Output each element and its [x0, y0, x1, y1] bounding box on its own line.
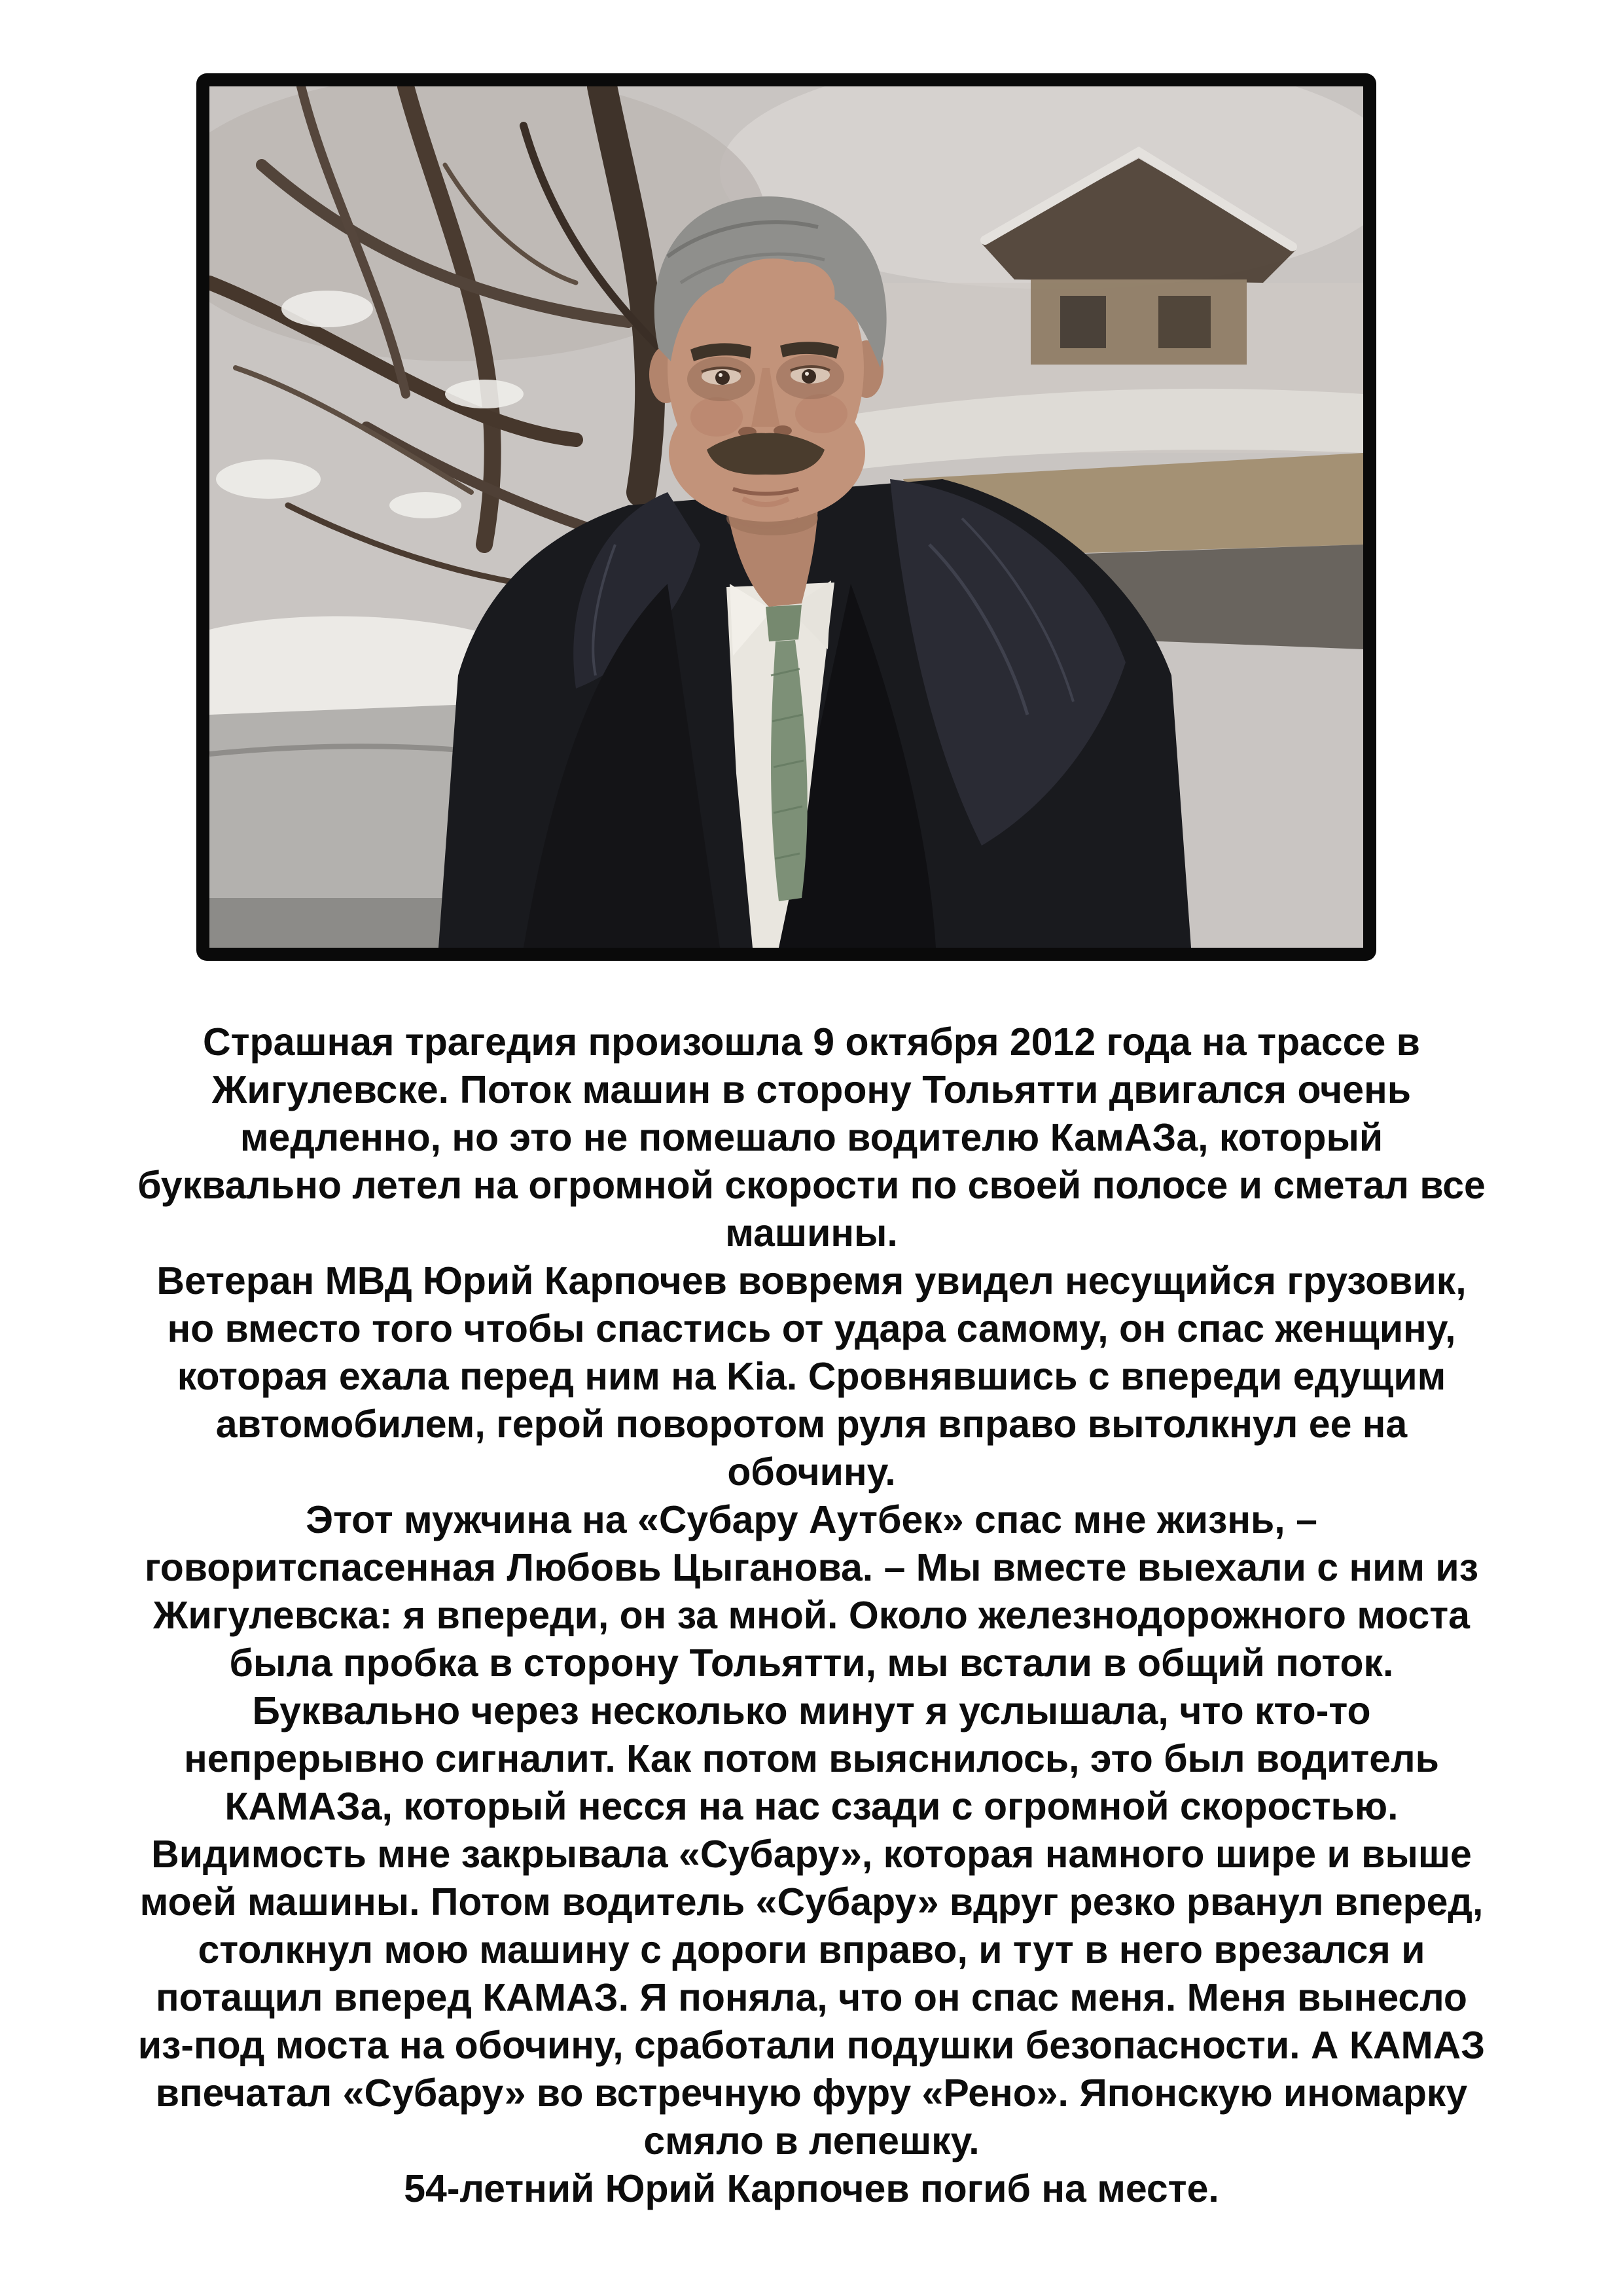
text-line: 54-летний Юрий Карпочев погиб на месте. — [404, 2167, 1219, 2210]
text-line: Видимость мне закрывала «Субару», которая намного шире и выше — [151, 1833, 1472, 1876]
text-line: автомобилем, герой поворотом руля вправо вытолкнул ее на — [215, 1403, 1408, 1446]
photo-frame — [196, 73, 1376, 961]
text-line: Ветеран МВД Юрий Карпочев вовремя увидел несущийся грузовик, — [156, 1259, 1467, 1302]
text-line: из-под моста на обочину, сработали подушки безопасности. А КАМАЗ — [137, 2024, 1486, 2067]
text-line: потащил вперед КАМАЗ. Я поняла, что он спас меня. Меня вынесло — [156, 1976, 1467, 2019]
text-line: медленно, но это не помешало водителю КамАЗа, который — [240, 1116, 1383, 1159]
text-line: машины. — [725, 1211, 898, 1255]
text-line: Жигулевска: я впереди, он за мной. Около железнодорожного моста — [153, 1594, 1470, 1637]
text-line: моей машины. Потом водитель «Субару» вдруг резко рванул вперед, — [139, 1880, 1484, 1924]
text-line: обочину. — [727, 1450, 896, 1494]
text-line: смяло в лепешку. — [643, 2119, 980, 2162]
text-line: но вместо того чтобы спастись от удара самому, он спас женщину, — [167, 1307, 1456, 1350]
article-text — [0, 1018, 1623, 2213]
text-line: Буквально через несколько минут я услышала, что кто-то — [252, 1689, 1371, 1732]
text-line: буквально летел на огромной скорости по своей полосе и сметал все — [137, 1164, 1486, 1207]
portrait-photo — [209, 86, 1363, 948]
text-line: Страшная трагедия произошла 9 октября 2012 года на трассе в — [203, 1020, 1420, 1064]
text-line: Жигулевске. Поток машин в сторону Тольятти двигался очень — [212, 1068, 1411, 1111]
text-line: говоритспасенная Любовь Цыганова. – Мы вместе выехали с ним из — [144, 1546, 1479, 1589]
text-line: столкнул мою машину с дороги вправо, и тут в него врезался и — [198, 1928, 1425, 1971]
text-line: непрерывно сигналит. Как потом выяснилось, это был водитель — [184, 1737, 1439, 1780]
text-line: была пробка в сторону Тольятти, мы встали в общий поток. — [229, 1641, 1394, 1685]
text-line: Этот мужчина на «Субару Аутбек» спас мне жизнь, – — [306, 1498, 1317, 1541]
text-line: КАМАЗа, который несся на нас сзади с огромной скоростью. — [224, 1785, 1399, 1828]
text-line: которая ехала перед ним на Kia. Сровнявшись с впереди едущим — [177, 1355, 1446, 1398]
text-line: впечатал «Субару» во встречную фуру «Рено». Японскую иномарку — [155, 2072, 1468, 2115]
